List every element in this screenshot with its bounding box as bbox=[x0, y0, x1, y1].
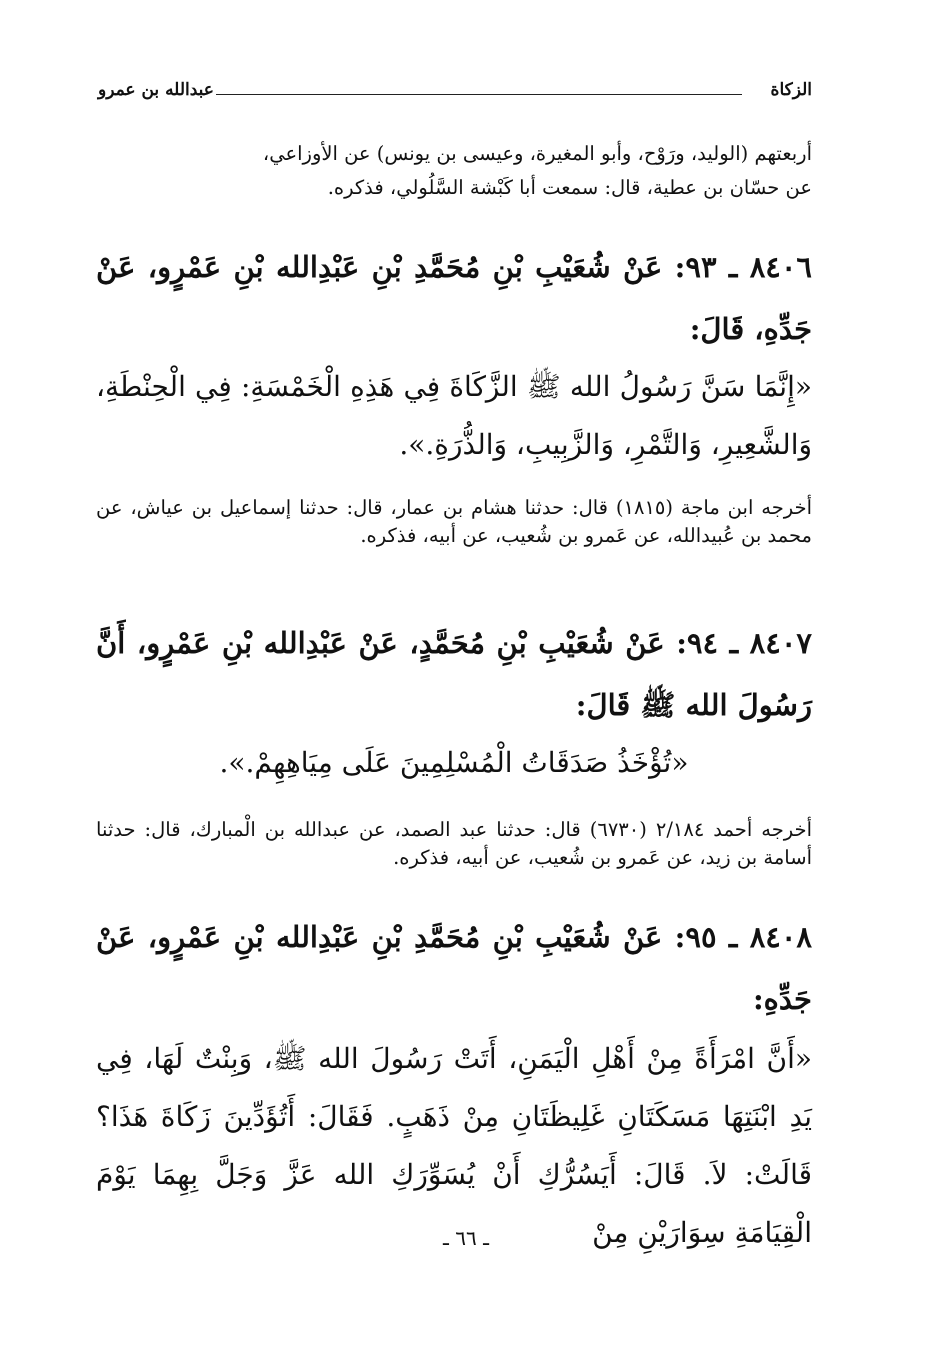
hadith-8406-source-note: أخرجه ابن ماجة (١٨١٥) قال: حدثنا هشام بن عمار، قال: حدثنا إسماعيل بن عياش، عن محمد بن عُبيدالله، عن عَمرو بن شُعيب، عن أبيه، فذكره. bbox=[96, 496, 812, 547]
hadith-8406-heading: ٨٤٠٦ ـ ٩٣: عَنْ شُعَيْبِ بْنِ مُحَمَّدِ بْنِ عَبْدِالله بْنِ عَمْرٍو، عَنْ جَدِّهِ، قَالَ: bbox=[96, 250, 812, 346]
header-section-title: عبدالله بن عمرو bbox=[98, 80, 214, 100]
hadith-8408-heading: ٨٤٠٨ ـ ٩٥: عَنْ شُعَيْبِ بْنِ مُحَمَّدِ بْنِ عَبْدِالله بْنِ عَمْرٍو، عَنْ جَدِّهِ: bbox=[96, 920, 812, 1016]
page-number: ـ ٦٦ ـ bbox=[443, 1226, 489, 1250]
hadith-8406-text: «إِنَّمَا سَنَّ رَسُولُ الله ﷺ الزَّكَاةَ فِي هَذِهِ الْخَمْسَةِ: فِي الْحِنْطَةِ، وَالشَّعِيرِ، وَالتَّمْرِ، وَالزَّبِيبِ، وَالذُّرَةِ.». bbox=[96, 370, 812, 461]
hadith-8408-text: «أَنَّ امْرَأَةً مِنْ أَهْلِ الْيَمَنِ، أَتَتْ رَسُولَ الله ﷺ، وَبِنْتٌ لَهَا، فِي يَدِ ابْنَتِهَا مَسَكَتَانِ غَلِيظَتَانِ مِنْ ذَهَبٍ. فَقَالَ: أَتُؤَدِّينَ زَكَاةَ هَذَا؟ قَالَتْ: لاَ. قَالَ: أَيَسُرُّكِ أَنْ يُسَوِّرَكِ الله عَزَّ وَجَلَّ بِهِمَا يَوْمَ الْقِيَامَةِ سِوَارَيْنِ مِنْ bbox=[96, 1042, 812, 1249]
running-header bbox=[98, 80, 812, 110]
hadith-8407-text: «تُؤْخَذُ صَدَقَاتُ الْمُسْلِمِينَ عَلَى مِيَاهِهِمْ.». bbox=[219, 746, 689, 779]
header-chapter-title: الزكاة bbox=[770, 80, 812, 100]
hadith-8407-heading: ٨٤٠٧ ـ ٩٤: عَنْ شُعَيْبِ بْنِ مُحَمَّدٍ، عَنْ عَبْدِالله بْنِ عَمْرٍو، أَنَّ رَسُولَ الله ﷺ قَالَ: bbox=[96, 626, 812, 722]
header-rule bbox=[216, 94, 742, 95]
intro-note-line-2: عن حسّان بن عطية، قال: سمعت أبا كَبْشة السَّلُولي، فذكره. bbox=[327, 176, 812, 199]
intro-note-line-1: أربعتهم (الوليد، ورَوْح، وأبو المغيرة، وعيسى بن يونس) عن الأوزاعي، bbox=[262, 142, 812, 165]
hadith-8407-source-note: أخرجه أحمد ٢/١٨٤ (٦٧٣٠) قال: حدثنا عبد الصمد، عن عبدالله بن الْمبارك، قال: حدثنا أسامة بن زيد، عن عَمرو بن شُعيب، عن أبيه، فذكره. bbox=[96, 818, 812, 869]
intro-note bbox=[96, 140, 812, 208]
